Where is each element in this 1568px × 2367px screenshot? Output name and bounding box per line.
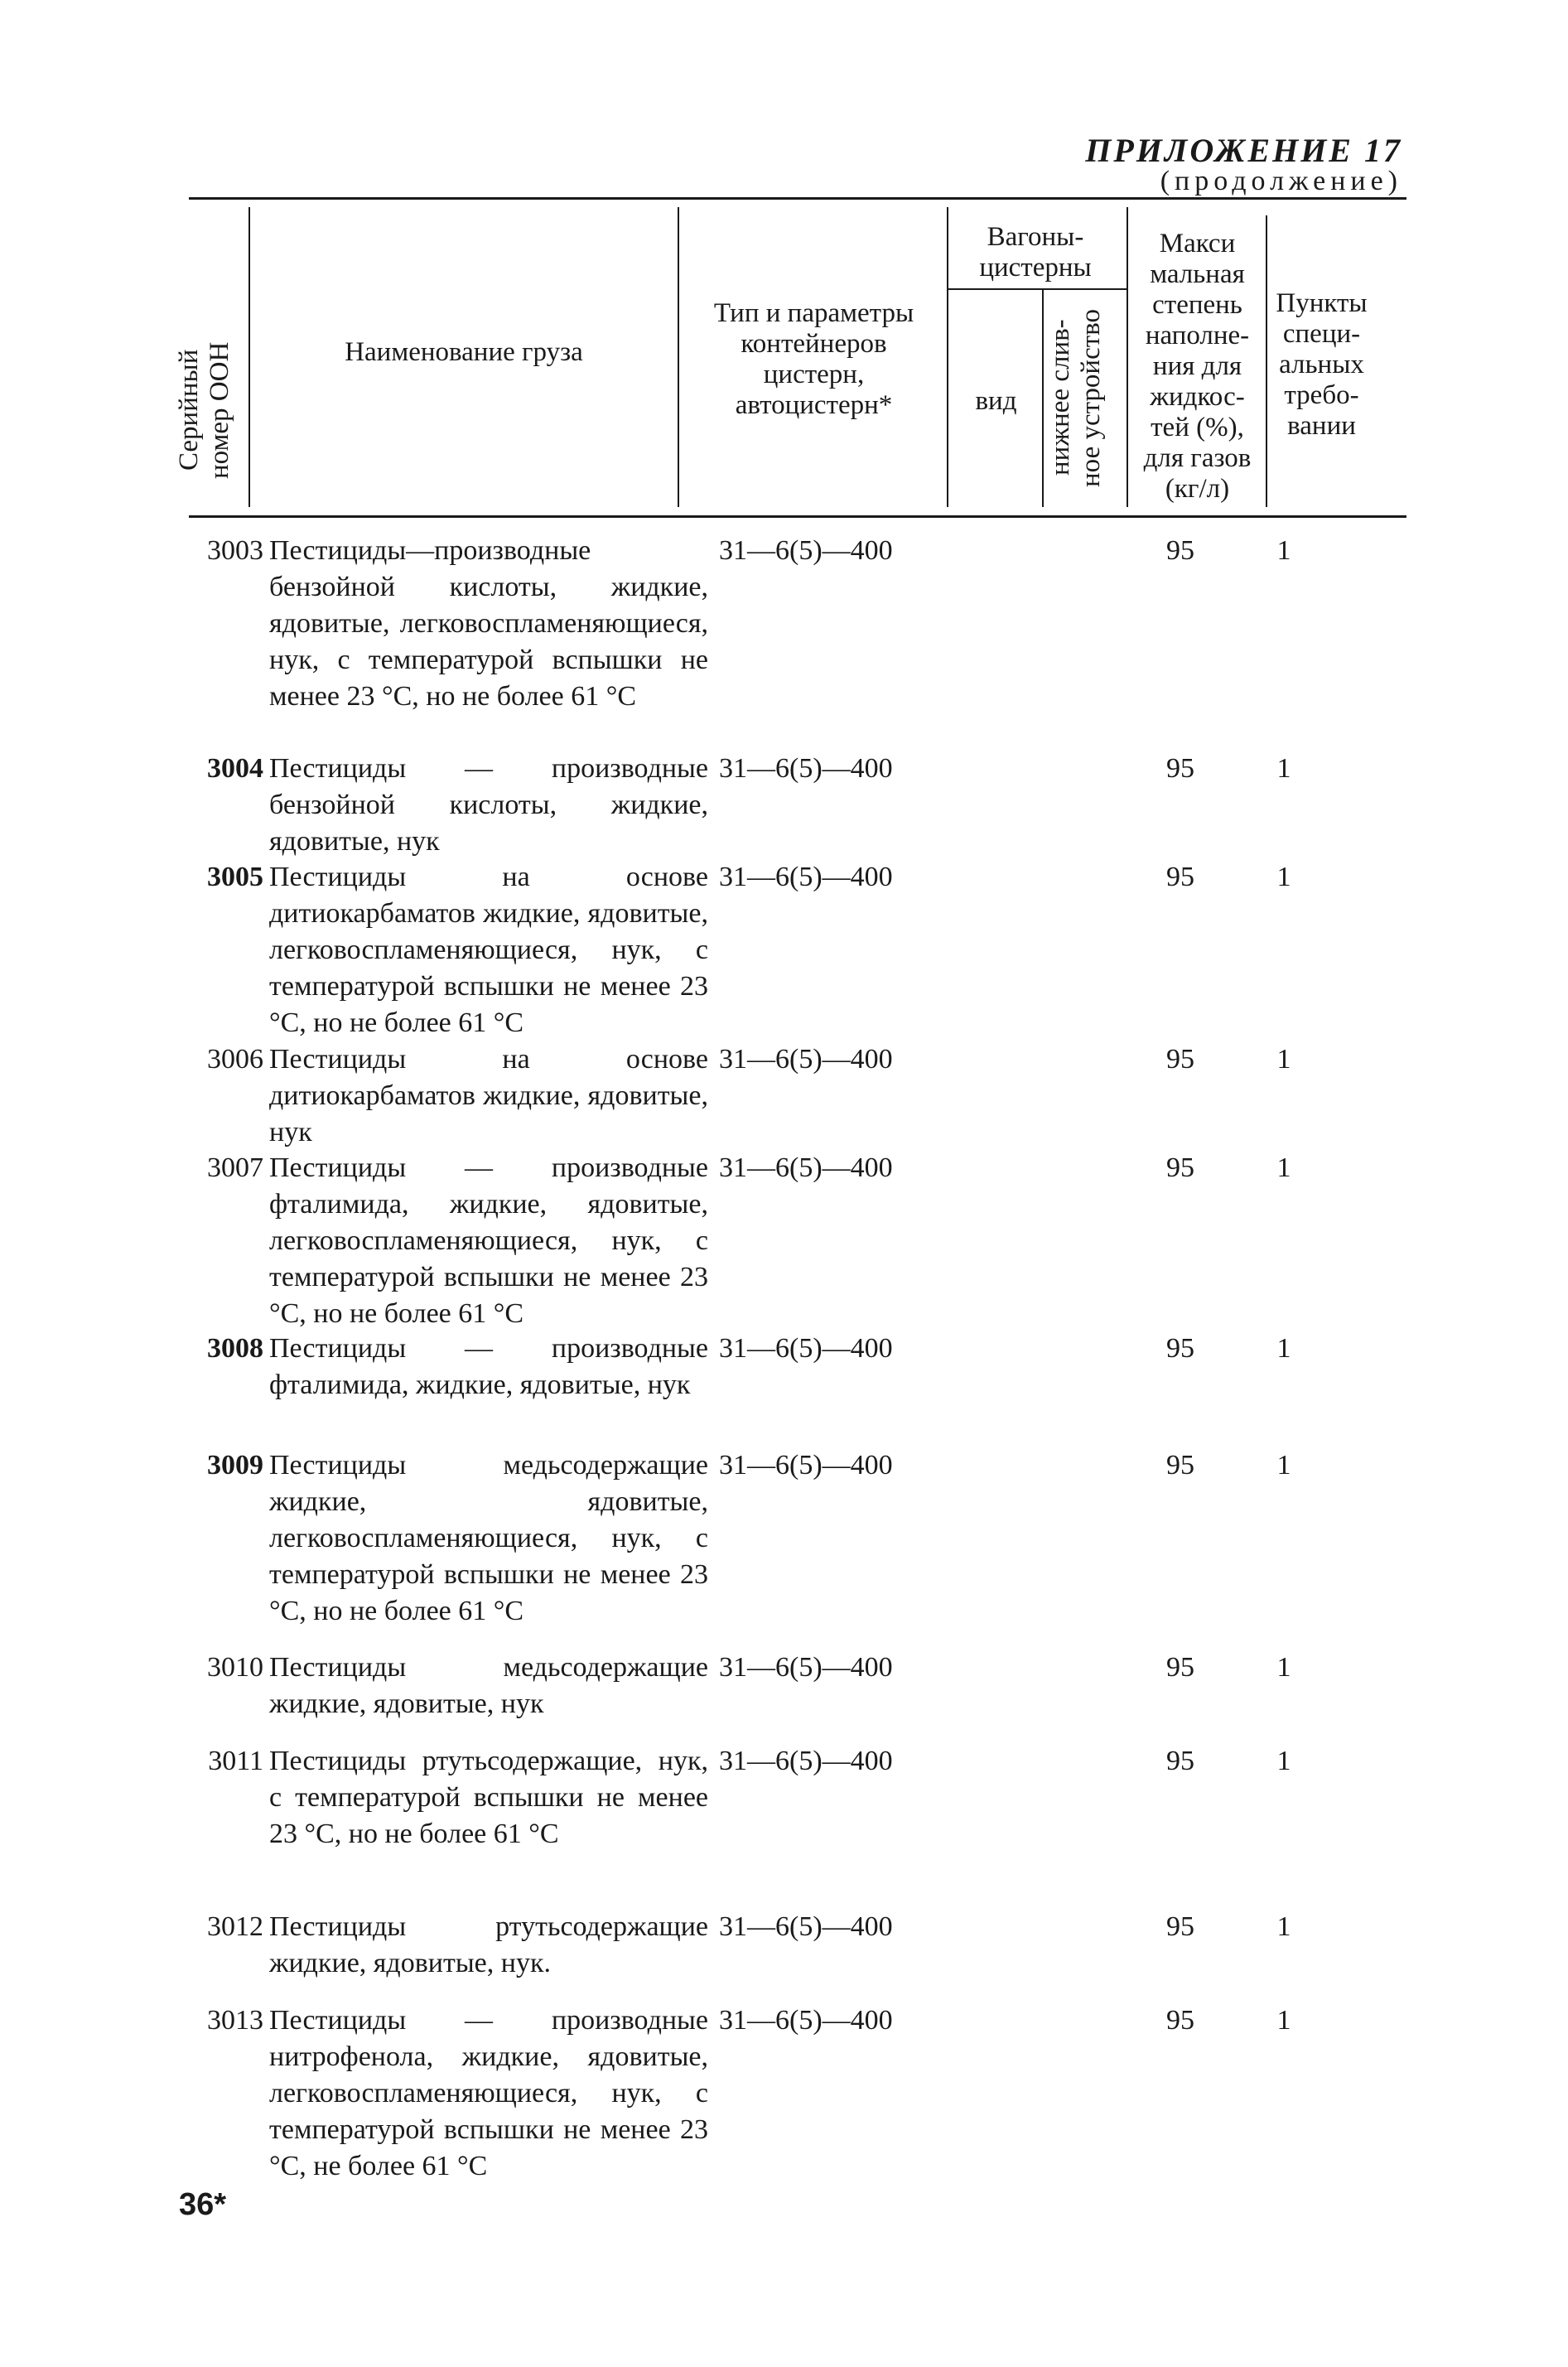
col-divider-1 bbox=[248, 207, 250, 507]
max-fill-value: 95 bbox=[1166, 862, 1194, 892]
special-items: 1 bbox=[1276, 1044, 1291, 1075]
cargo-name: Пестициды — производные фталимида, жидкие, ядовитые, нук bbox=[269, 1333, 708, 1400]
cargo-name: Пестициды ртутьсодержащие, нук, с температурой вспышки не менее 23 °C, но не более 61 °C bbox=[269, 1746, 708, 1849]
container-params: 31—6(5)—400 bbox=[719, 1333, 893, 1364]
col-header-type: Тип и параметры контейнеров цистерн, автоцистерн* bbox=[713, 298, 914, 420]
container-params: 31—6(5)—400 bbox=[719, 753, 893, 784]
col-divider-2 bbox=[678, 207, 679, 507]
serial-number: 3004 bbox=[207, 753, 263, 784]
col-header-name: Наименование груза bbox=[345, 337, 583, 367]
cargo-name: Пестициды ртутьсодержащие жидкие, ядовитые, нук. bbox=[269, 1911, 708, 1978]
col-header-drain: нижнее слив- ное устройство bbox=[1045, 308, 1106, 487]
special-items: 1 bbox=[1276, 535, 1291, 566]
max-fill-value: 95 bbox=[1166, 1333, 1194, 1364]
serial-number: 3013 bbox=[207, 2005, 263, 2036]
special-items: 1 bbox=[1276, 1152, 1291, 1183]
max-fill-value: 95 bbox=[1166, 2005, 1194, 2036]
container-params: 31—6(5)—400 bbox=[719, 1652, 893, 1683]
cargo-name: Пестициды медьсодержащие жидкие, ядовитые, нук bbox=[269, 1652, 708, 1719]
serial-number: 3006 bbox=[207, 1044, 263, 1075]
special-items: 1 bbox=[1276, 862, 1291, 892]
col-header-max-fill: Макси мальная степень наполне-ния для жидкос-тей (%), для газов (кг/л) bbox=[1143, 229, 1252, 504]
container-params: 31—6(5)—400 bbox=[719, 1911, 893, 1942]
col-header-serial: Серийный номер ООН bbox=[174, 341, 234, 479]
max-fill-value: 95 bbox=[1166, 1911, 1194, 1942]
special-items: 1 bbox=[1276, 1333, 1291, 1364]
col-header-special: Пункты специ-альных требо-вании bbox=[1276, 288, 1368, 441]
serial-number: 3009 bbox=[207, 1450, 263, 1481]
header-top-rule bbox=[189, 197, 1406, 200]
col-divider-6 bbox=[1266, 215, 1267, 507]
serial-number: 3003 bbox=[207, 535, 263, 566]
cargo-name: Пестициды медьсодержащие жидкие, ядовитые, легковоспламеняющиеся, нук, с температурой вспышки не менее 23 °C, но не более 61 °C bbox=[269, 1450, 708, 1626]
cargo-name: Пестициды—производные бензойной кислоты, жидкие, ядовитые, легковоспламеняющиеся, нук, с температурой вспышки не менее 23 °C, но не более 61 °C bbox=[269, 535, 708, 712]
container-params: 31—6(5)—400 bbox=[719, 1044, 893, 1075]
special-items: 1 bbox=[1276, 1746, 1291, 1776]
header-bottom-rule bbox=[189, 515, 1406, 518]
serial-number: 3012 bbox=[207, 1911, 263, 1942]
container-params: 31—6(5)—400 bbox=[719, 2005, 893, 2036]
continued-label: (продолжение) bbox=[1160, 166, 1402, 196]
cargo-name: Пестициды — производные нитрофенола, жидкие, ядовитые, легковоспламеняющиеся, нук, с температурой вспышки не менее 23 °C, не более 61 °C bbox=[269, 2005, 708, 2181]
container-params: 31—6(5)—400 bbox=[719, 1152, 893, 1183]
max-fill-value: 95 bbox=[1166, 1652, 1194, 1683]
col-divider-4 bbox=[1042, 290, 1044, 507]
cargo-name: Пестициды — производные бензойной кислоты, жидкие, ядовитые, нук bbox=[269, 753, 708, 857]
container-params: 31—6(5)—400 bbox=[719, 535, 893, 566]
col-header-kind: вид bbox=[975, 386, 1017, 416]
cargo-name: Пестициды — производные фталимида, жидкие, ядовитые, легковоспламеняющиеся, нук, с температурой вспышки не менее 23 °C, но не более 61 °C bbox=[269, 1152, 708, 1329]
special-items: 1 bbox=[1276, 753, 1291, 784]
col-divider-3 bbox=[947, 207, 948, 507]
max-fill-value: 95 bbox=[1166, 1044, 1194, 1075]
special-items: 1 bbox=[1276, 1652, 1291, 1683]
page-number: 36* bbox=[179, 2187, 227, 2222]
col-divider-5 bbox=[1127, 207, 1128, 507]
max-fill-value: 95 bbox=[1166, 535, 1194, 566]
max-fill-value: 95 bbox=[1166, 753, 1194, 784]
max-fill-value: 95 bbox=[1166, 1746, 1194, 1776]
serial-number: 3007 bbox=[207, 1152, 263, 1183]
container-params: 31—6(5)—400 bbox=[719, 1450, 893, 1481]
cargo-name: Пестициды на основе дитиокарбаматов жидкие, ядовитые, нук bbox=[269, 1044, 708, 1147]
cargo-name: Пестициды на основе дитиокарбаматов жидкие, ядовитые, легковоспламеняющиеся, нук, с температурой вспышки не менее 23 °C, но не более 61 °C bbox=[269, 862, 708, 1038]
serial-number: 3008 bbox=[207, 1333, 263, 1364]
special-items: 1 bbox=[1276, 2005, 1291, 2036]
serial-number: 3010 bbox=[207, 1652, 263, 1683]
appendix-title: ПРИЛОЖЕНИЕ 17 bbox=[1085, 132, 1402, 169]
max-fill-value: 95 bbox=[1166, 1152, 1194, 1183]
serial-number: 3005 bbox=[207, 862, 263, 892]
serial-number: 3011 bbox=[208, 1746, 263, 1776]
special-items: 1 bbox=[1276, 1911, 1291, 1942]
container-params: 31—6(5)—400 bbox=[719, 862, 893, 892]
col-header-wagons: Вагоны-цистерны bbox=[979, 222, 1092, 283]
wagons-subrule bbox=[948, 288, 1127, 290]
special-items: 1 bbox=[1276, 1450, 1291, 1481]
container-params: 31—6(5)—400 bbox=[719, 1746, 893, 1776]
max-fill-value: 95 bbox=[1166, 1450, 1194, 1481]
